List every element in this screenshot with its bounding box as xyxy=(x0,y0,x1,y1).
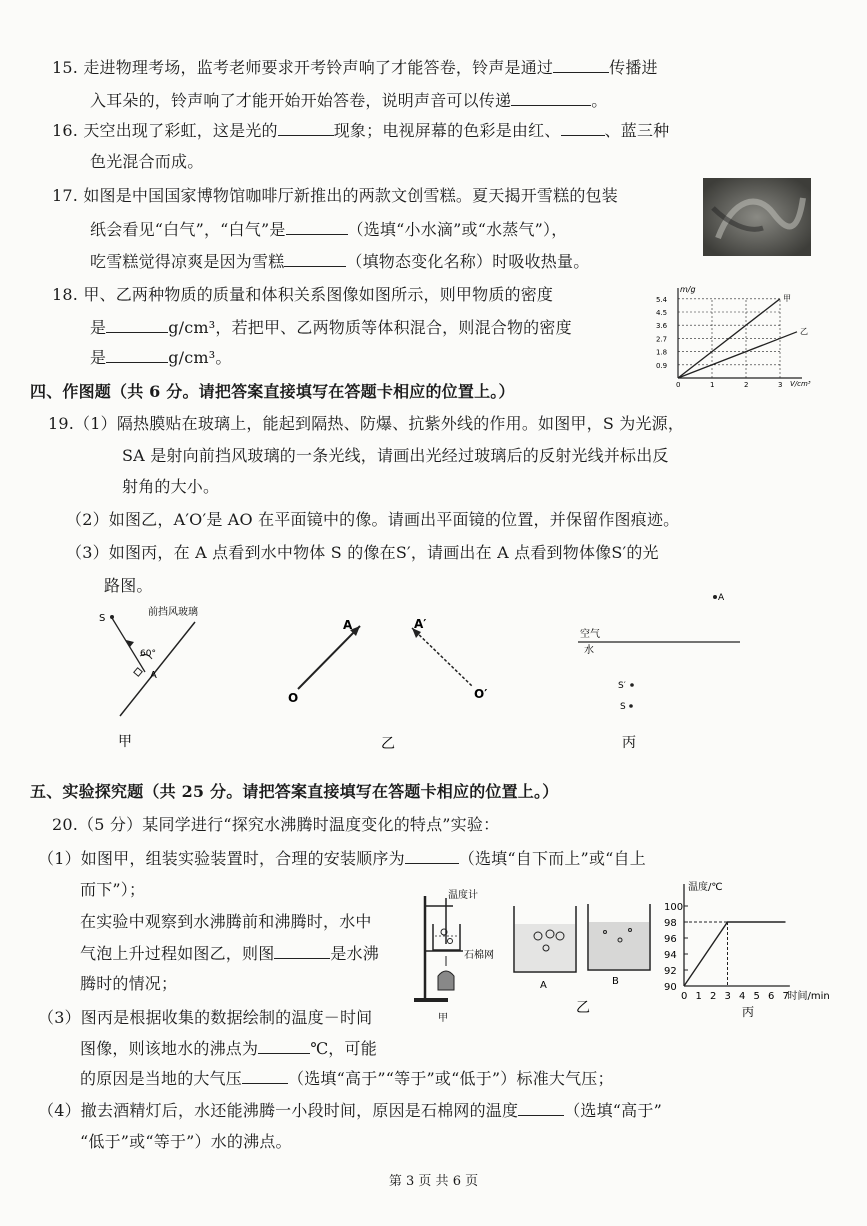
bing-a-label: A xyxy=(718,593,725,603)
q20-p3-line1: （3）图丙是根据收集的数据绘制的温度－时间 xyxy=(38,1008,373,1027)
thermometer-label: 温度计 xyxy=(448,890,478,901)
yi-o-prime-label: O′ xyxy=(474,687,488,701)
yi-a-label: A xyxy=(343,618,353,632)
x-tick-label: 0 xyxy=(676,381,681,389)
x-tick-label: 2 xyxy=(710,991,717,1002)
q20-p2-line1: 在实验中观察到水沸腾前和沸腾时，水中 xyxy=(80,912,372,931)
mass-volume-chart xyxy=(652,282,822,390)
q19-p1-line3: 射角的大小。 xyxy=(122,477,220,496)
y-tick-label: 94 xyxy=(664,950,677,961)
y-tick-label: 1.8 xyxy=(656,348,668,357)
incident-ray xyxy=(112,618,145,672)
q16-line1: 16. 天空出现了彩虹，这是光的 现象；电视屏幕的色彩是由红、 、蓝三种 xyxy=(52,121,670,140)
q17-line3: 吃雪糕觉得凉爽是因为雪糕 （填物态变化名称）时吸收热量。 xyxy=(90,252,590,271)
fig-yi-caption: 乙 xyxy=(381,736,395,752)
q18-line1: 18. 甲、乙两种物质的质量和体积关系图像如图所示，则甲物质的密度 xyxy=(52,285,554,304)
q19-p2: （2）如图乙，A′O′是 AO 在平面镜中的像。请画出平面镜的位置，并保留作图痕迹。 xyxy=(66,510,680,529)
y-tick-label: 0.9 xyxy=(656,361,668,370)
y-tick-label: 4.5 xyxy=(656,309,668,317)
s-label: S xyxy=(99,613,106,624)
fig20-bing-caption: 丙 xyxy=(742,1005,755,1019)
figure-19-jia xyxy=(90,604,260,754)
x-tick-label: 1 xyxy=(710,381,715,389)
figure-19-yi xyxy=(280,606,500,756)
x-tick-label: 6 xyxy=(768,991,775,1002)
light-source-s xyxy=(110,615,114,619)
q17-line2: 纸会看见“白气”，“白气”是 （选填“小水滴”或“水蒸气”）， xyxy=(90,220,568,239)
x-tick-label: 5 xyxy=(753,991,760,1002)
yi-a-prime-label: A′ xyxy=(414,617,427,631)
y-tick-label: 3.6 xyxy=(656,322,668,331)
q20-p4-line2: “低于”或“等于”）水的沸点。 xyxy=(80,1132,292,1151)
x-axis-label: V/cm³ xyxy=(790,380,811,388)
series-label-1: 乙 xyxy=(800,326,808,336)
point-a xyxy=(713,595,717,599)
y-tick-label: 90 xyxy=(664,982,677,993)
x-tick-label: 3 xyxy=(724,991,731,1002)
x-tick-label: 1 xyxy=(695,991,702,1002)
series-line-0 xyxy=(678,299,780,378)
q20-p4-line1: （4）撤去酒精灯后，水还能沸腾一小段时间，原因是石棉网的温度 （选填“高于” xyxy=(38,1101,662,1120)
q18-line3: 是 g/cm³。 xyxy=(90,348,232,367)
y-axis-label: 温度/℃ xyxy=(688,882,723,893)
s-prime-label: S′ xyxy=(618,681,626,691)
q18-line2: 是 g/cm³，若把甲、乙两物质等体积混合，则混合物的密度 xyxy=(90,318,572,337)
yi-o-label: O xyxy=(288,691,299,705)
q19-p3-line1: （3）如图丙，在 A 点看到水中物体 S 的像在S′，请画出在 A 点看到物体像S′的光 xyxy=(66,543,659,562)
figure-20-jia xyxy=(408,886,508,1026)
q20-p3-line2: 图像，则该地水的沸点为 ℃，可能 xyxy=(80,1039,377,1058)
temperature-line xyxy=(684,922,786,986)
y-tick-label: 100 xyxy=(664,902,684,913)
glass-label: 前挡风玻璃 xyxy=(148,607,198,618)
series-line-1 xyxy=(678,332,797,378)
y-axis-label: m/g xyxy=(680,285,696,294)
q15-line2: 入耳朵的，铃声响了才能开始开始答卷，说明声音可以传递 。 xyxy=(90,91,608,110)
q20-p1-line2: 而下”）； xyxy=(80,880,146,899)
figure-19-bing xyxy=(570,585,770,760)
x-tick-label: 4 xyxy=(739,991,746,1002)
fig20-yi-caption: 乙 xyxy=(576,1000,590,1016)
section4-heading: 四、作图题（共 6 分。请把答案直接填写在答题卡相应的位置上。） xyxy=(30,382,515,401)
beaker-a-label: A xyxy=(540,980,547,991)
q20-title: 20.（5 分）某同学进行“探究水沸腾时温度变化的特点”实验： xyxy=(52,815,500,834)
x-tick-label: 3 xyxy=(778,381,783,389)
air-label: 空气 xyxy=(580,629,600,640)
q20-p2-line2: 气泡上升过程如图乙，则图 是水沸 xyxy=(80,944,380,963)
temperature-time-chart xyxy=(658,876,848,1024)
q20-p3-line3: 的原因是当地的大气压 （选填“高于”“等于”或“低于”）标准大气压； xyxy=(80,1069,614,1088)
angle-label: 60° xyxy=(140,649,156,659)
fig-bing-caption: 丙 xyxy=(622,735,636,751)
x-tick-label: 2 xyxy=(744,381,749,389)
q20-p2-line3: 腾时的情况； xyxy=(80,974,178,993)
gauze-label: 石棉网 xyxy=(464,950,494,961)
x-axis-label: 时间/min xyxy=(787,991,830,1002)
y-tick-label: 96 xyxy=(664,934,677,945)
beaker-b-label: B xyxy=(612,976,619,987)
ice-cream-photo xyxy=(703,178,811,256)
y-tick-label: 2.7 xyxy=(656,335,668,344)
y-tick-label: 92 xyxy=(664,966,677,977)
page-footer: 第 3 页 共 6 页 xyxy=(388,1174,479,1189)
q15-line1: 15. 走进物理考场，监考老师要求开考铃声响了才能答卷，铃声是通过 传播进 xyxy=(52,58,658,77)
y-tick-label: 98 xyxy=(664,918,677,929)
q19-p1-line2: SA 是射向前挡风玻璃的一条光线，请画出光经过玻璃后的反射光线并标出反 xyxy=(122,446,669,465)
fig20-jia-caption: 甲 xyxy=(438,1013,448,1024)
figure-20-yi xyxy=(510,900,660,1020)
fig-jia-caption: 甲 xyxy=(118,734,132,750)
q19-p3-line2: 路图。 xyxy=(104,576,153,595)
y-tick-label: 5.4 xyxy=(656,295,668,304)
windshield-glass-line xyxy=(120,622,195,716)
q20-p1-line1: （1）如图甲，组装实验装置时，合理的安装顺序为 （选填“自下而上”或“自上 xyxy=(38,849,646,868)
x-tick-label: 0 xyxy=(681,991,688,1002)
series-label-0: 甲 xyxy=(783,293,791,303)
s-object-label: S xyxy=(620,702,626,712)
alcohol-lamp xyxy=(438,971,454,990)
q19-p1-line1: 19.（1）隔热膜贴在玻璃上，能起到隔热、防爆、抗紫外线的作用。如图甲，S 为光源， xyxy=(48,414,685,433)
x-tick-label: 7 xyxy=(782,991,789,1002)
section5-heading: 五、实验探究题（共 25 分。请把答案直接填写在答题卡相应的位置上。） xyxy=(30,782,559,801)
point-a-label: A xyxy=(150,670,157,681)
q17-line1: 17. 如图是中国国家博物馆咖啡厅新推出的两款文创雪糕。夏天揭开雪糕的包装 xyxy=(52,186,618,205)
water-label: 水 xyxy=(584,645,594,656)
q16-line2: 色光混合而成。 xyxy=(90,152,204,171)
